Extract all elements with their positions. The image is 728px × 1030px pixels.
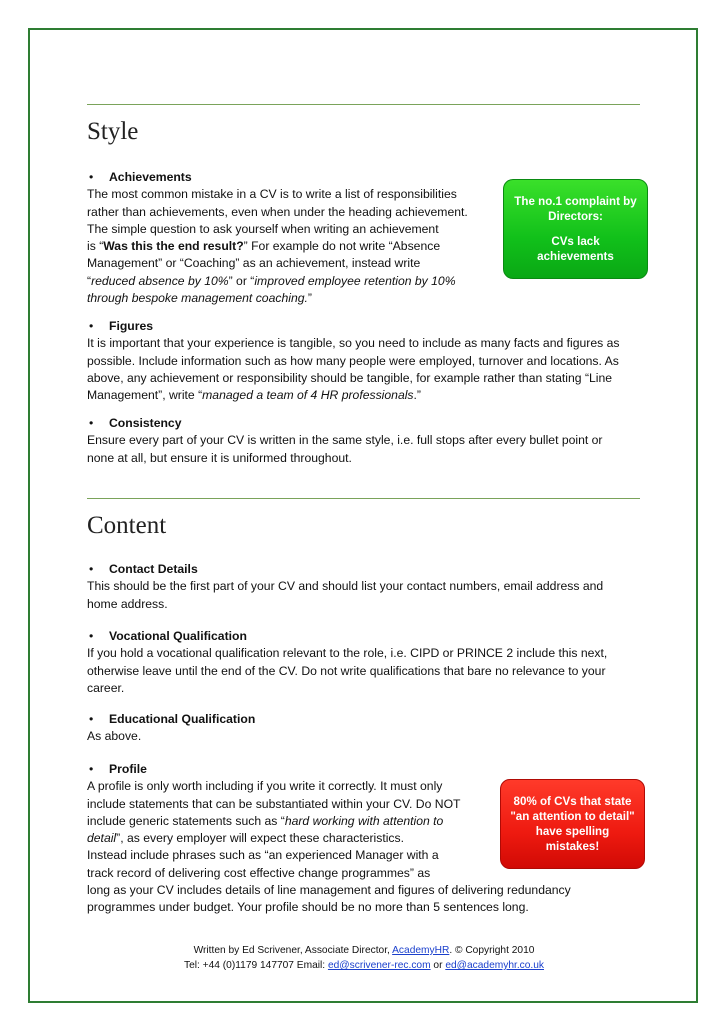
spelling-callout: [500, 779, 645, 869]
figures-line-3: above, any achievement or responsibility should be tangible, for example rather than stating “Line: [87, 370, 613, 385]
profile-title: • Profile: [87, 761, 647, 778]
consistency-line-1: Ensure every part of your CV is written in the same style, i.e. full stops after every bullet point or: [87, 433, 603, 448]
bullet-icon: •: [89, 170, 94, 184]
profile-line-6: track record of delivering cost effective change programmes” as: [87, 865, 431, 880]
page-footer: [100, 943, 628, 973]
consistency-line-2: none at all, but ensure it is uniformed throughout.: [87, 450, 352, 465]
vocational-title: • Vocational Qualification: [87, 628, 647, 645]
callout-red-line-3: have spelling mistakes!: [535, 825, 610, 853]
profile-line-3: include generic statements such as “hard working with attention to: [87, 813, 444, 828]
achievements-line-3: The simple question to ask yourself when writing an achievement: [87, 221, 439, 236]
educational-line-1: As above.: [87, 729, 142, 744]
achievements-title: • Achievements: [87, 169, 507, 186]
profile-line-8: programmes under budget. Your profile should be no more than 5 sentences long.: [87, 900, 529, 915]
callout-green-line-2: CVs lack achievements: [537, 235, 614, 263]
bullet-icon: •: [89, 712, 94, 726]
section-divider-middle: [87, 498, 640, 499]
achievements-line-1: The most common mistake in a CV is to write a list of responsibilities: [87, 187, 457, 202]
profile-line-7: long as your CV includes details of line management and figures of delivering redundancy: [87, 883, 571, 898]
style-heading: Style: [87, 118, 139, 145]
contact-line-2: home address.: [87, 596, 168, 611]
academyhr-link[interactable]: AcademyHR: [392, 945, 450, 956]
email-link-scrivener[interactable]: ed@scrivener-rec.com: [327, 960, 431, 971]
footer-contact-line: Tel: +44 (0)1179 147707 Email: ed@scrivener-rec.com or ed@academyhr.co.uk: [184, 960, 544, 971]
callout-red-line-1: 80% of CVs that state: [513, 795, 632, 808]
contact-title: • Contact Details: [87, 561, 647, 578]
achievements-line-2: rather than achievements, even when under the heading achievement.: [87, 204, 468, 219]
figures-line-2: possible. Include information such as how many people were employed, turnover and locations. As: [87, 353, 619, 368]
email-link-academyhr[interactable]: ed@academyhr.co.uk: [445, 960, 544, 971]
achievements-callout: [503, 179, 648, 279]
footer-credit-line: Written by Ed Scrivener, Associate Director, AcademyHR. © Copyright 2010: [193, 945, 535, 956]
vocational-line-3: career.: [87, 680, 125, 695]
contact-line-1: This should be the first part of your CV and should list your contact numbers, email address and: [87, 579, 604, 594]
callout-red-line-2: "an attention to detail": [510, 810, 635, 823]
bullet-icon: •: [89, 562, 94, 576]
bullet-icon: •: [89, 629, 94, 643]
profile-line-4: detail”, as every employer will expect these characteristics.: [87, 831, 405, 846]
bullet-icon: •: [89, 762, 94, 776]
educational-block: [87, 711, 647, 746]
bullet-icon: •: [89, 416, 94, 430]
figures-line-1: It is important that your experience is tangible, so you need to include as many facts and figures as: [87, 336, 620, 351]
content-heading: Content: [87, 512, 167, 539]
achievements-line-4: is “Was this the end result?” For example do not write “Absence: [87, 239, 441, 254]
consistency-block: [87, 415, 647, 467]
figures-block: [87, 318, 647, 404]
vocational-block: [87, 628, 647, 697]
figures-line-4: Management”, write “managed a team of 4 HR professionals.”: [87, 388, 421, 403]
vocational-line-1: If you hold a vocational qualification relevant to the role, i.e. CIPD or PRINCE 2 include this next,: [87, 646, 608, 661]
vocational-line-2: otherwise leave until the end of the CV. Do not write qualifications that bare no relevance to your: [87, 663, 606, 678]
profile-line-2: include statements that can be substantiated within your CV. Do NOT: [87, 796, 461, 811]
achievements-line-5: Management” or “Coaching” as an achievement, instead write: [87, 256, 421, 271]
callout-green-line-1b: Directors:: [548, 210, 603, 223]
profile-line-5: Instead include phrases such as “an experienced Manager with a: [87, 848, 439, 863]
consistency-title: • Consistency: [87, 415, 647, 432]
section-divider-top: [87, 104, 640, 105]
bullet-icon: •: [89, 319, 94, 333]
achievements-block: [87, 169, 507, 307]
profile-line-1: A profile is only worth including if you write it correctly. It must only: [87, 779, 443, 794]
educational-title: • Educational Qualification: [87, 711, 647, 728]
contact-block: [87, 561, 647, 613]
achievements-line-6: “reduced absence by 10%” or “improved employee retention by 10%: [87, 273, 456, 288]
achievements-line-7: through bespoke management coaching.”: [87, 291, 312, 306]
callout-green-line-1: The no.1 complaint by: [514, 195, 637, 208]
figures-title: • Figures: [87, 318, 647, 335]
